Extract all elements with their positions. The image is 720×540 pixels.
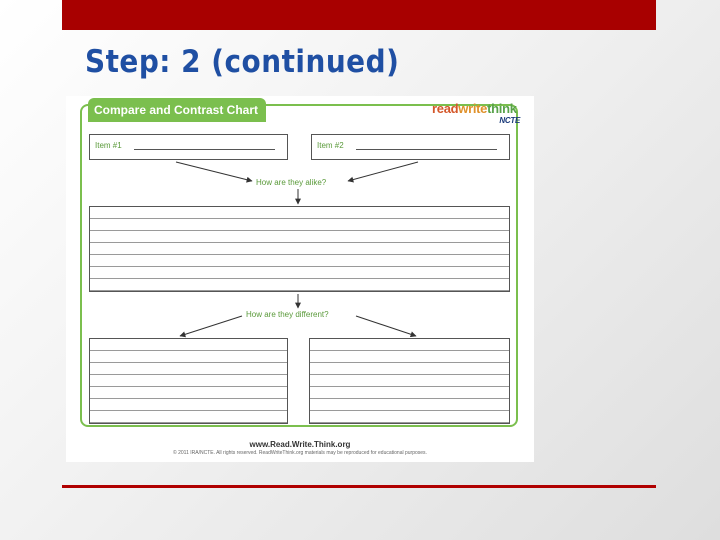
- item-2-differences-lined-box: [309, 338, 510, 424]
- arrow-item1-to-alike: [176, 162, 252, 181]
- worksheet-url: www.Read.Write.Think.org: [249, 440, 351, 449]
- top-accent-bar: [62, 0, 656, 30]
- item-1-label: Item #1: [95, 141, 122, 150]
- different-prompt: How are they different?: [246, 310, 329, 319]
- worksheet-title: Compare and Contrast Chart: [88, 98, 266, 122]
- readwritethink-logo: readwritethink NCTE: [432, 101, 520, 125]
- arrow-different-right: [356, 316, 416, 336]
- item-1-differences-lined-box: [89, 338, 288, 424]
- item-2-label: Item #2: [317, 141, 344, 150]
- slide-title: Step: 2 (continued): [85, 44, 400, 80]
- worksheet-copyright: © 2011 IRA/NCTE. All rights reserved. ReadWriteThink.org materials may be reproduced for educational purposes.: [173, 450, 427, 456]
- alike-prompt: How are they alike?: [256, 178, 327, 187]
- bottom-accent-rule: [62, 485, 656, 488]
- compare-contrast-worksheet-image: [66, 96, 534, 462]
- alike-lined-box: [89, 206, 510, 292]
- arrow-different-left: [180, 316, 242, 336]
- arrow-item2-to-alike: [348, 162, 418, 181]
